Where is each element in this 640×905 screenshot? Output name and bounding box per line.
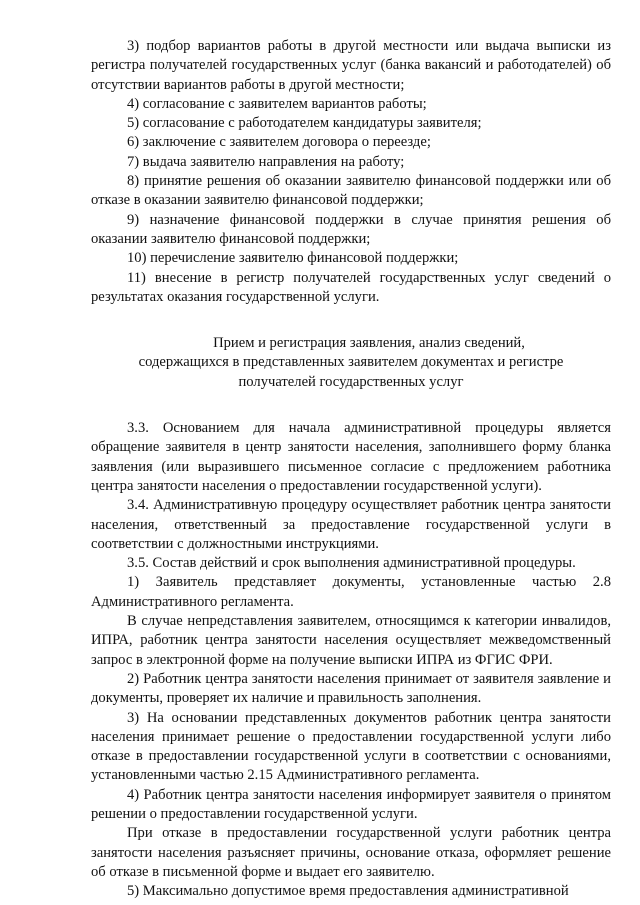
step-1-paragraph: 1) Заявитель представляет документы, установленные частью 2.8 Административного регламента. xyxy=(91,574,611,610)
list-item-5: 5) согласование с работодателем кандидатуры заявителя; xyxy=(127,115,482,132)
section-heading-line-1: Прием и регистрация заявления, анализ сведений, xyxy=(213,335,525,352)
refusal-paragraph: При отказе в предоставлении государственной услуги работник центра занятости населения разъясняет причины, основание отказа, оформляет решение об отказе в письменной форме и выдает его заявителю. xyxy=(91,825,611,880)
list-item-4: 4) согласование с заявителем вариантов работы; xyxy=(127,95,427,112)
list-item-9: 9) назначение финансовой поддержки в случае принятия решения об оказании заявителю финансовой поддержки; xyxy=(91,211,611,247)
section-heading-line-3: получателей государственных услуг xyxy=(238,373,464,390)
section-heading-line-2: содержащихся в представленных заявителем документах и регистре xyxy=(138,354,564,371)
step-5-paragraph: 5) Максимально допустимое время предоставления административной xyxy=(127,883,569,900)
step-3-paragraph: 3) На основании представленных документов работник центра занятости населения принимает решение о предоставлении государственной услуги либо отказе в предоставлении государственной услуги в соответствии с основаниями, установленными частью 2.15 Административного регламента. xyxy=(91,709,611,784)
paragraph-3-3: 3.3. Основанием для начала административной процедуры является обращение заявителя в центр занятости населения, заполнившего форму бланка заявления (или выразившего письменное согласие с предложением работника центра занятости населения о предоставлении государственной услуги). xyxy=(91,420,611,494)
step-2-paragraph: 2) Работник центра занятости населения принимает от заявителя заявление и документы, проверяет их наличие и правильность заполнения. xyxy=(91,670,611,707)
step-4-paragraph: 4) Работник центра занятости населения информирует заявителя о принятом решении о предоставлении государственной услуги. xyxy=(91,786,611,822)
section-heading xyxy=(91,334,611,392)
disabled-request-paragraph: В случае непредставления заявителем, относящимся к категории инвалидов, ИПРА, работник центра занятости населения осуществляет межведомственный запрос в электронной форме на получение выписки ИПРА из ФГИС ФРИ. xyxy=(91,613,611,668)
list-item-7: 7) выдача заявителю направления на работу; xyxy=(127,153,405,170)
document-page xyxy=(91,37,611,901)
list-item-8: 8) принятие решения об оказании заявителю финансовой поддержки или об отказе в оказании заявителю финансовой поддержки; xyxy=(91,173,611,209)
paragraph-3-5: 3.5. Состав действий и срок выполнения административной процедуры. xyxy=(127,555,576,572)
list-item-3: 3) подбор вариантов работы в другой местности или выдача выписки из регистра получателей государственных услуг (банка вакансий и работодателей) об отсутствии вариантов работы в другой местности; xyxy=(91,38,611,93)
list-item-10: 10) перечисление заявителю финансовой поддержки; xyxy=(127,250,459,267)
list-item-6: 6) заключение с заявителем договора о переезде; xyxy=(127,134,431,151)
paragraph-3-4: 3.4. Административную процедуру осуществляет работник центра занятости населения, ответственный за предоставление государственной услуги в соответствии с должностными инструкциями. xyxy=(91,497,611,552)
list-item-11: 11) внесение в регистр получателей государственных услуг сведений о результатах оказания государственной услуги. xyxy=(91,269,611,305)
